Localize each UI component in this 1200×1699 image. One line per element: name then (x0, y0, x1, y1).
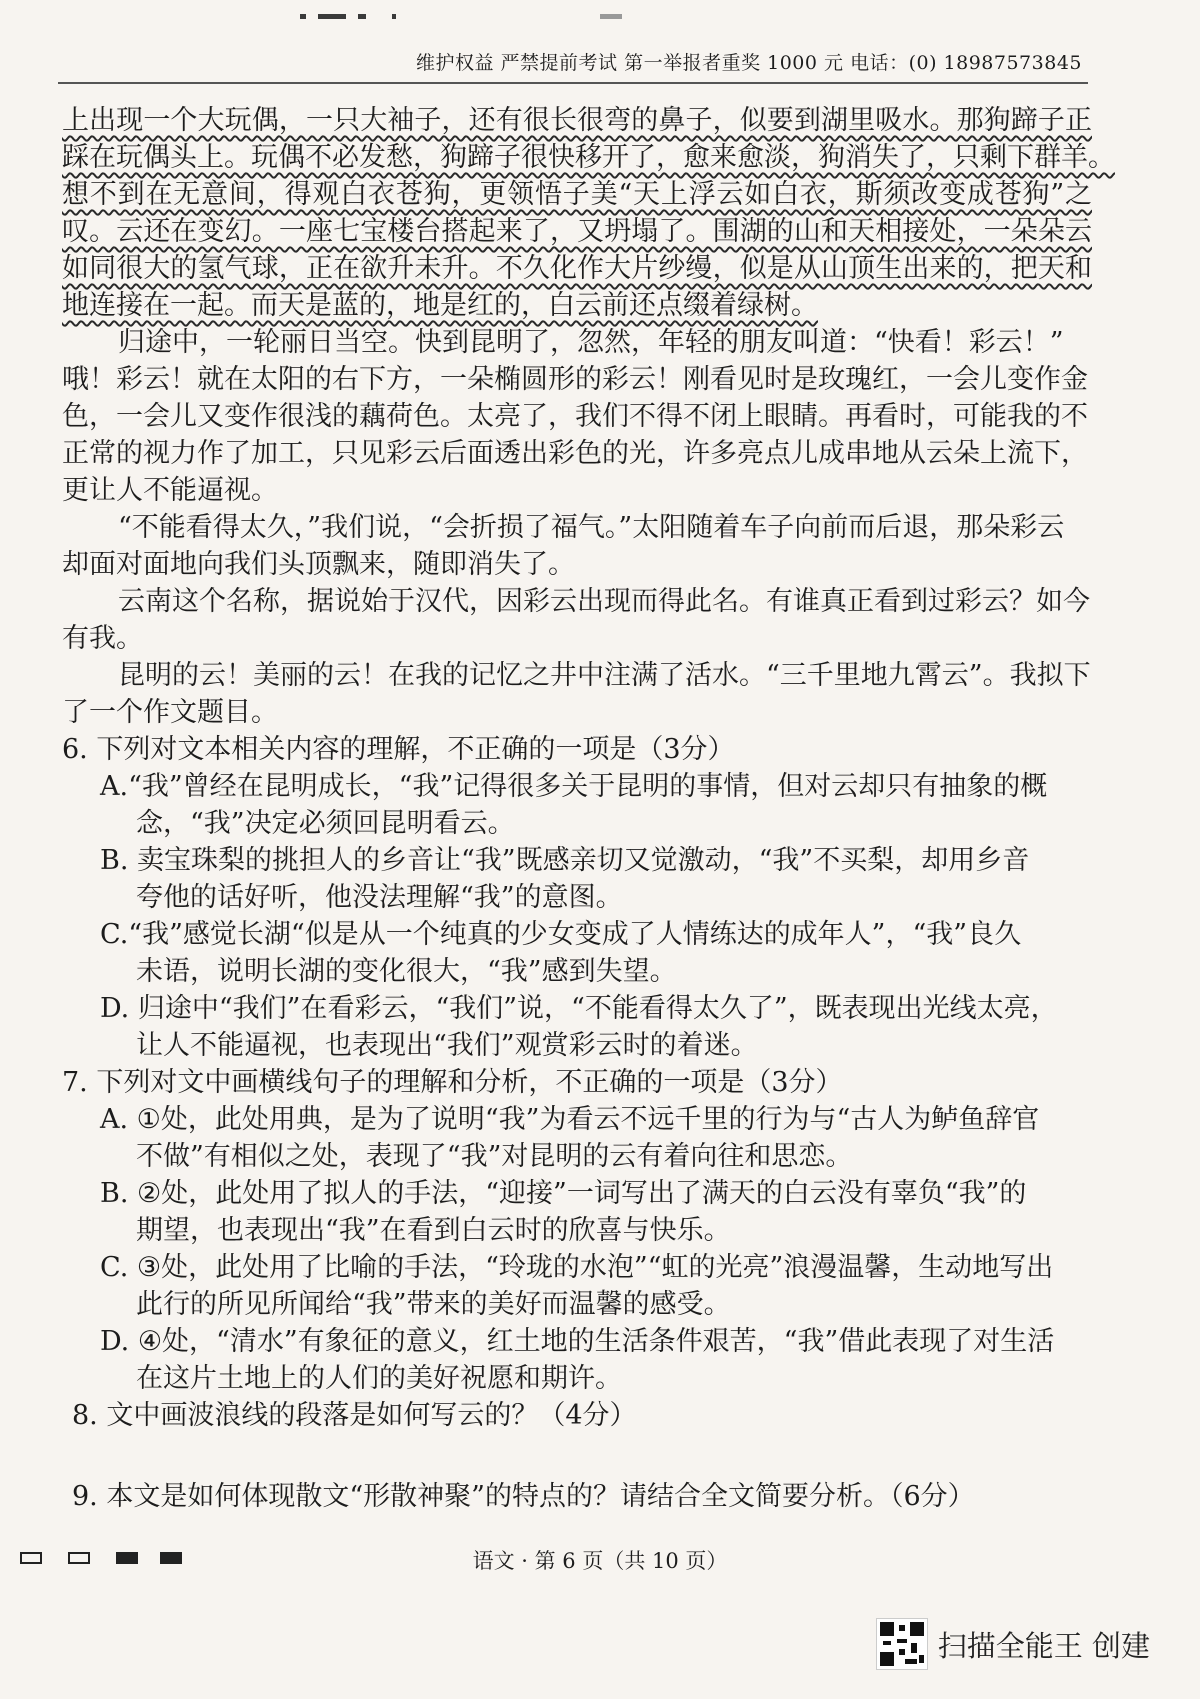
option-text-cont: 此行的所见所闻给“我”带来的美好而温馨的感受。 (136, 1289, 731, 1320)
passage-line: “不能看得太久，”我们说，“会折损了福气。”太阳随着车子向前而后退，那朵彩云 (118, 512, 1065, 543)
option-text: A.“我”曾经在昆明成长，“我”记得很多关于昆明的事情，但对云却只有抽象的概 (100, 771, 1048, 802)
wavy-underlined-passage (62, 102, 1115, 324)
question-6 (62, 731, 1092, 1064)
question-9: 9. 本文是如何体现散文“形散神聚”的特点的？请结合全文简要分析。（6分） (72, 1481, 975, 1512)
option-text-cont: 念，“我”决定必须回昆明看云。 (136, 808, 515, 839)
option-text-cont: 未语，说明长湖的变化很大，“我”感到失望。 (136, 956, 677, 987)
passage-line: 却面对面地向我们头顶飘来，随即消失了。 (62, 549, 575, 580)
passage-line: 昆明的云！美丽的云！在我的记忆之井中注满了活水。“三千里地九霄云”。我拟下 (118, 660, 1091, 691)
passage-paragraph (62, 324, 1092, 509)
passage-line: 有我。 (62, 623, 143, 654)
scanner-app-label: 扫描全能王 创建 (937, 1628, 1150, 1663)
passage-line: 归途中，一轮丽日当空。快到昆明了，忽然，年轻的朋友叫道：“快看！彩云！” (118, 327, 1064, 358)
option-a (62, 768, 1092, 842)
passage-paragraph (62, 509, 1092, 583)
question-stem: 6. 下列对文本相关内容的理解，不正确的一项是（3分） (62, 734, 735, 765)
header-divider (58, 82, 1088, 84)
option-text-cont: 不做”有相似之处，表现了“我”对昆明的云有着向往和思恋。 (136, 1141, 853, 1172)
option-text-cont: 期望，也表现出“我”在看到白云时的欣喜与快乐。 (136, 1215, 731, 1246)
passage-line: 正常的视力作了加工，只见彩云后面透出彩色的光，许多亮点儿成串地从云朵上流下， (62, 438, 1088, 469)
answer-space (62, 1434, 1092, 1478)
option-d (62, 990, 1092, 1064)
option-text: B. ②处，此处用了拟人的手法，“迎接”一词写出了满天的白云没有辜负“我”的 (100, 1178, 1027, 1209)
option-text: A. ①处，此处用典，是为了说明“我”为看云不远千里的行为与“古人为鲈鱼辞官 (100, 1104, 1040, 1135)
passage-line: 了一个作文题目。 (62, 697, 278, 728)
option-b (62, 842, 1092, 916)
passage-line: 哦！彩云！就在太阳的右下方，一朵椭圆形的彩云！刚看见时是玫瑰红，一会儿变作金 (62, 364, 1088, 395)
option-text: D. ④处，“清水”有象征的意义，红土地的生活条件艰苦，“我”借此表现了对生活 (100, 1326, 1055, 1357)
question-7 (62, 1064, 1092, 1397)
passage-line: 想不到在无意间，得观白衣苍狗，更领悟子美“天上浮云如白衣，斯须改变成苍狗”之 (62, 179, 1092, 210)
page-number: 语文 · 第 6 页（共 10 页） (472, 1549, 728, 1573)
passage-line: 地连接在一起。而天是蓝的，地是红的，白云前还点缀着绿树。 (62, 290, 818, 321)
option-text: C. ③处，此处用了比喻的手法，“玲珑的水泡”“虹的光亮”浪漫温馨，生动地写出 (100, 1252, 1054, 1283)
passage-line: 云南这个名称，据说始于汉代，因彩云出现而得此名。有谁真正看到过彩云？如今 (118, 586, 1090, 617)
scan-registration-marks (300, 14, 630, 22)
passage-line: 如同很大的氢气球，正在欲升未升。不久化作大片纱缦，似是从山顶生出来的，把天和 (62, 253, 1092, 284)
question-stem: 7. 下列对文中画横线句子的理解和分析，不正确的一项是（3分） (62, 1067, 843, 1098)
option-text-cont: 夸他的话好听，他没法理解“我”的意图。 (136, 882, 623, 913)
option-text: C.“我”感觉长湖“似是从一个纯真的少女变成了人情练达的成年人”，“我”良久 (100, 919, 1022, 950)
exam-content (62, 102, 1115, 1515)
option-text-cont: 在这片土地上的人们的美好祝愿和期许。 (136, 1363, 622, 1394)
passage-line: 踩在玩偶头上。玩偶不必发愁，狗蹄子很快移开了，愈来愈淡，狗消失了，只剩下群羊。 (62, 142, 1115, 173)
option-c (62, 916, 1092, 990)
option-a (62, 1101, 1092, 1175)
passage-line: 上出现一个大玩偶，一只大袖子，还有很长很弯的鼻子，似要到湖里吸水。那狗蹄子正 (62, 105, 1092, 136)
passage-line: 更让人不能逼视。 (62, 475, 278, 506)
exam-security-notice: 维护权益 严禁提前考试 第一举报者重奖 1000 元 电话：(0) 18987573845 (416, 52, 1082, 74)
scanner-watermark (876, 1618, 1150, 1670)
option-text-cont: 让人不能逼视，也表现出“我们”观赏彩云时的着迷。 (136, 1030, 758, 1061)
passage-paragraph (62, 583, 1092, 657)
option-text: D. 归途中“我们”在看彩云，“我们”说，“不能看得太久了”，既表现出光线太亮， (100, 993, 1058, 1024)
passage-line: 色，一会儿又变作很浅的藕荷色。太亮了，我们不得不闭上眼睛。再看时，可能我的不 (62, 401, 1088, 432)
qr-code-icon (876, 1618, 928, 1670)
option-b (62, 1175, 1092, 1249)
option-c (62, 1249, 1092, 1323)
passage-line: 叹。云还在变幻。一座七宝楼台搭起来了，又坍塌了。围湖的山和天相接处，一朵朵云 (62, 216, 1092, 247)
question-8: 8. 文中画波浪线的段落是如何写云的？（4分） (72, 1400, 637, 1431)
passage-paragraph (62, 657, 1092, 731)
option-d (62, 1323, 1092, 1397)
option-text: B. 卖宝珠梨的挑担人的乡音让“我”既感亲切又觉激动，“我”不买梨，却用乡音 (100, 845, 1030, 876)
